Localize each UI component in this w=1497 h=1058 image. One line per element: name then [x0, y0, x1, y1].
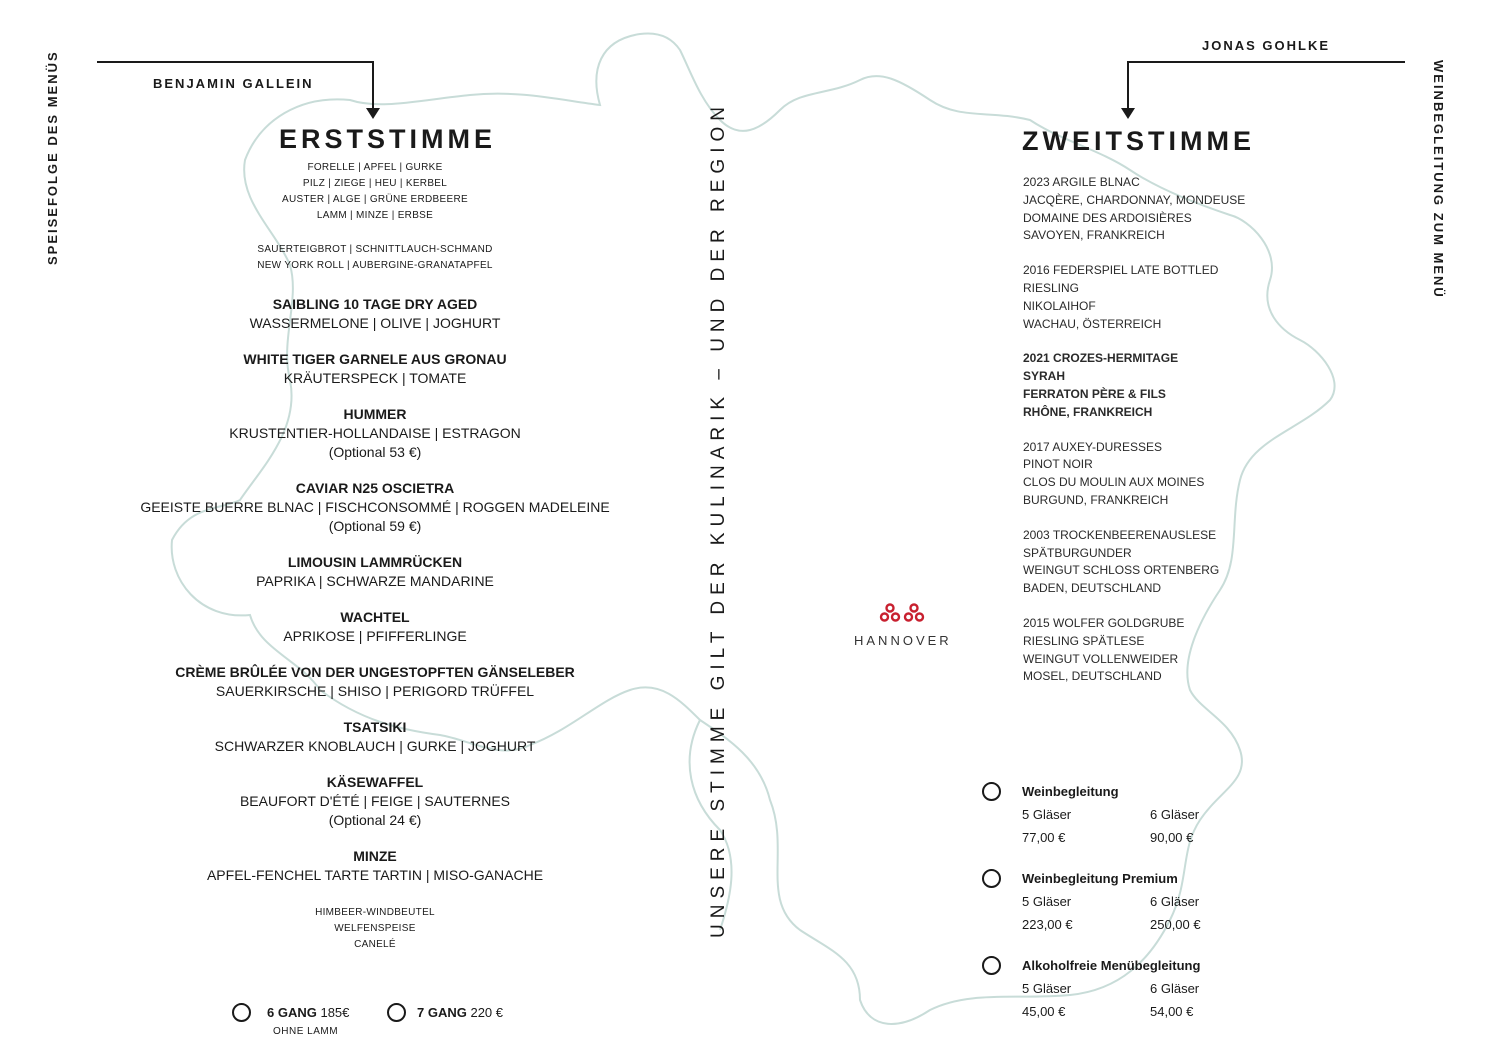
course-title: SAIBLING 10 TAGE DRY AGED — [272, 296, 478, 312]
option-price: 185€ — [320, 1005, 350, 1020]
amuse-item: AUSTER | ALGE | GRÜNE ERDBEERE — [282, 194, 468, 205]
course-item — [100, 718, 650, 756]
pairing-title: Weinbegleitung — [1022, 784, 1119, 799]
sommelier-arrow-icon — [1121, 108, 1135, 120]
course-description: PAPRIKA | SCHWARZE MANDARINE — [256, 573, 494, 589]
wine-line: RIESLING — [1023, 280, 1080, 295]
course-item — [100, 553, 650, 591]
course-description: KRUSTENTIER-HOLLANDAISE | ESTRAGON — [229, 425, 521, 441]
sommelier-name: JONAS GOHLKE — [1202, 38, 1331, 53]
amuse-item: FORELLE | APFEL | GURKE — [307, 162, 443, 173]
menu-heading: ERSTSTIMME — [279, 124, 497, 154]
right-side-label: WEINBEGLEITUNG ZUM MENÜ — [1431, 60, 1446, 299]
pairing-weinbegleitung-checkbox[interactable] — [982, 782, 1001, 801]
course-optional-price: (Optional 24 €) — [328, 812, 422, 828]
wine-item — [1023, 527, 1353, 598]
option-6-gang-checkbox[interactable] — [232, 1003, 251, 1022]
wine-line: NIKOLAIHOF — [1023, 298, 1096, 313]
course-description: KRÄUTERSPECK | TOMATE — [283, 370, 467, 386]
wine-line: MOSEL, DEUTSCHLAND — [1023, 669, 1162, 684]
pairing-option — [1022, 867, 1278, 936]
pairing-glasses: 5 Gläser — [1022, 807, 1072, 822]
option-7-gang-checkbox[interactable] — [387, 1003, 406, 1022]
option-label: 6 GANG — [267, 1005, 317, 1020]
course-description: GEEISTE BUERRE BLNAC | FISCHCONSOMMÉ | ROGGEN MADELEINE — [140, 499, 610, 515]
wine-line: RHÔNE, FRANKREICH — [1023, 404, 1153, 419]
course-item — [100, 773, 650, 830]
wine-item — [1023, 615, 1353, 686]
course-title: WACHTEL — [340, 609, 410, 625]
wine-line: 2003 TROCKENBEERENAUSLESE — [1023, 527, 1217, 542]
sommelier-pointer-line — [1127, 61, 1405, 63]
wine-line: PINOT NOIR — [1023, 457, 1093, 472]
wine-item — [1023, 350, 1353, 421]
option-6-gang — [267, 1005, 349, 1020]
option-label: 7 GANG — [417, 1005, 467, 1020]
bread-item: SAUERTEIGBROT | SCHNITTLAUCH-SCHMAND — [257, 244, 493, 255]
course-description: SAUERKIRSCHE | SHISO | PERIGORD TRÜFFEL — [215, 683, 535, 699]
wine-line: BURGUND, FRANKREICH — [1023, 492, 1169, 507]
pairing-alkoholfrei-checkbox[interactable] — [982, 956, 1001, 975]
course-item — [100, 295, 650, 333]
pairing-glasses: 6 Gläser — [1150, 894, 1200, 909]
option-7-gang — [417, 1005, 503, 1020]
wine-line: SAVOYEN, FRANKREICH — [1023, 228, 1165, 243]
course-description: BEAUFORT D'ÉTÉ | FEIGE | SAUTERNES — [239, 793, 511, 809]
course-item — [100, 350, 650, 388]
chef-arrow-icon — [366, 108, 380, 120]
menu-column — [100, 160, 650, 953]
pairing-title: Weinbegleitung Premium — [1022, 871, 1178, 886]
wine-line: WACHAU, ÖSTERREICH — [1023, 316, 1162, 331]
course-title: TSATSIKI — [343, 719, 407, 735]
chef-pointer-line — [97, 61, 374, 63]
course-title: LIMOUSIN LAMMRÜCKEN — [287, 554, 463, 570]
course-title: CAVIAR N25 OSCIETRA — [295, 480, 455, 496]
wine-line: WEINGUT VOLLENWEIDER — [1023, 651, 1179, 666]
pairing-price: 77,00 € — [1022, 830, 1066, 845]
center-tagline: UNSERE STIMME GILT DER KULINARIK – UND DER REGION — [708, 101, 729, 938]
course-item — [100, 479, 650, 536]
pairing-price: 90,00 € — [1150, 830, 1194, 845]
pairing-price: 45,00 € — [1022, 1004, 1066, 1019]
left-side-label: SPEISEFOLGE DES MENÜS — [45, 50, 60, 265]
chef-pointer-stem — [372, 61, 374, 111]
wine-line: 2017 AUXEY-DURESSES — [1023, 439, 1162, 454]
wine-item — [1023, 439, 1353, 510]
course-optional-price: (Optional 59 €) — [328, 518, 422, 534]
wine-line: CLOS DU MOULIN AUX MOINES — [1023, 475, 1205, 490]
pairing-price: 223,00 € — [1022, 917, 1073, 932]
sommelier-pointer-stem — [1127, 61, 1129, 111]
wine-line: 2023 ARGILE BLNAC — [1023, 175, 1140, 189]
course-item — [100, 608, 650, 646]
course-description: SCHWARZER KNOBLAUCH | GURKE | JOGHURT — [214, 738, 536, 754]
wine-line: 2021 CROZES-HERMITAGE — [1023, 351, 1179, 366]
course-title: KÄSEWAFFEL — [326, 774, 424, 790]
amuse-item: LAMM | MINZE | ERBSE — [316, 210, 434, 221]
wine-item — [1023, 174, 1353, 245]
chef-name: BENJAMIN GALLEIN — [153, 76, 314, 91]
course-title: CRÈME BRÛLÉE VON DER UNGESTOPFTEN GÄNSELEBER — [175, 664, 575, 680]
petit-four-item: HIMBEER-WINDBEUTEL — [315, 907, 435, 918]
wine-line: SYRAH — [1023, 369, 1066, 384]
course-item — [100, 663, 650, 701]
wine-list — [1023, 174, 1353, 703]
petit-four-item: WELFENSPEISE — [334, 923, 416, 934]
pairing-price: 54,00 € — [1150, 1004, 1194, 1019]
pairing-option — [1022, 954, 1278, 1023]
option-note: OHNE LAMM — [273, 1026, 339, 1037]
course-description: APFEL-FENCHEL TARTE TARTIN | MISO-GANACHE — [206, 867, 544, 883]
wine-line: FERRATON PÈRE & FILS — [1023, 386, 1166, 401]
course-description: APRIKOSE | PFIFFERLINGE — [283, 628, 467, 644]
wine-line: 2016 FEDERSPIEL LATE BOTTLED — [1023, 263, 1219, 278]
pairing-title: Alkoholfreie Menübegleitung — [1022, 958, 1201, 973]
wine-line: DOMAINE DES ARDOISIÈRES — [1023, 210, 1192, 225]
course-title: HUMMER — [343, 406, 407, 422]
course-title: MINZE — [353, 848, 397, 864]
petit-four-item: CANELÉ — [354, 939, 396, 950]
wine-heading: ZWEITSTIMME — [1022, 126, 1255, 156]
wine-line: RIESLING SPÄTLESE — [1023, 633, 1145, 648]
pairing-glasses: 6 Gläser — [1150, 807, 1200, 822]
option-price: 220 € — [470, 1005, 504, 1020]
wine-line: 2015 WOLFER GOLDGRUBE — [1023, 615, 1185, 630]
bread-list — [100, 242, 650, 274]
amuse-bouche-list — [100, 160, 650, 224]
pairing-premium-checkbox[interactable] — [982, 869, 1001, 888]
logo-city: HANNOVER — [854, 633, 952, 648]
pairing-glasses: 5 Gläser — [1022, 894, 1072, 909]
wine-item — [1023, 262, 1353, 333]
wine-line: WEINGUT SCHLOSS ORTENBERG — [1023, 563, 1220, 578]
pairing-price: 250,00 € — [1150, 917, 1201, 932]
wine-line: BADEN, DEUTSCHLAND — [1023, 581, 1162, 596]
course-item — [100, 405, 650, 462]
course-optional-price: (Optional 53 €) — [328, 444, 422, 460]
pairing-option — [1022, 780, 1278, 849]
bread-item: NEW YORK ROLL | AUBERGINE-GRANATAPFEL — [257, 260, 493, 271]
amuse-item: PILZ | ZIEGE | HEU | KERBEL — [302, 178, 448, 189]
michelin-two-stars-icon — [879, 602, 927, 624]
course-title: WHITE TIGER GARNELE AUS GRONAU — [243, 351, 507, 367]
wine-line: SPÄTBURGUNDER — [1023, 545, 1132, 560]
course-description: WASSERMELONE | OLIVE | JOGHURT — [249, 315, 501, 331]
course-item — [100, 847, 650, 885]
pairing-glasses: 5 Gläser — [1022, 981, 1072, 996]
wine-line: JACQÈRE, CHARDONNAY, MONDEUSE — [1023, 192, 1246, 207]
petit-fours-list — [100, 905, 650, 953]
pairing-glasses: 6 Gläser — [1150, 981, 1200, 996]
